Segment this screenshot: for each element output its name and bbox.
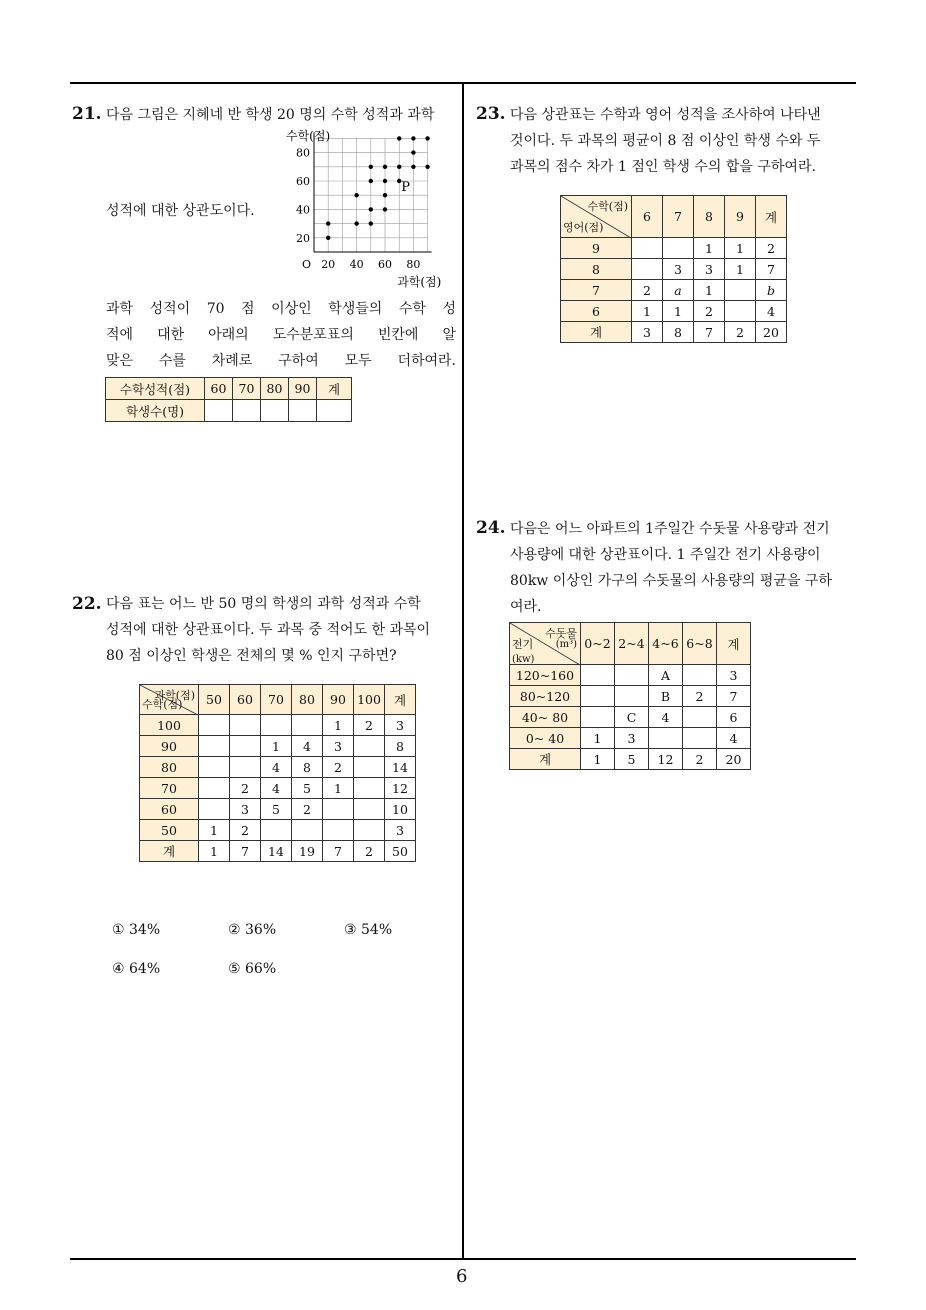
row-label: 6 <box>561 301 632 322</box>
data-cell <box>199 799 230 820</box>
table-row <box>510 707 751 728</box>
header-cell: 60 <box>230 685 261 715</box>
y-tick-label: 80 <box>296 146 310 160</box>
row-label: 계 <box>140 841 199 862</box>
y-axis-label: 수학(점) <box>286 129 331 143</box>
data-cell <box>581 665 615 686</box>
data-cell <box>683 728 717 749</box>
table-row <box>140 715 416 736</box>
data-cell: 3 <box>663 259 694 280</box>
data-cell: B <box>649 686 683 707</box>
y-tick-label: 40 <box>296 203 310 217</box>
data-cell <box>649 728 683 749</box>
corner-cell <box>140 685 199 715</box>
q22-choice-4[interactable]: ④ 64% <box>112 961 161 977</box>
data-cell <box>292 820 323 841</box>
q21-scatter-chart <box>286 126 452 296</box>
q23-correlation-table <box>560 195 787 343</box>
table-row <box>140 820 416 841</box>
data-cell: 20 <box>756 322 787 343</box>
data-point <box>383 179 387 183</box>
data-cell <box>199 736 230 757</box>
data-cell: 3 <box>615 728 649 749</box>
data-cell: 7 <box>694 322 725 343</box>
q23-text: 다음 상관표는 수학과 영어 성적을 조사하여 나타낸 것이다. 두 과목의 평균이 8 점 이상인 학생 수와 두 과목의 점수 차가 1 점인 학생 수의 합을 구하여라. <box>510 107 821 175</box>
data-cell: 4 <box>649 707 683 728</box>
blank-cell <box>233 400 261 422</box>
q23-number: 23. <box>476 104 506 124</box>
row-label: 8 <box>561 259 632 280</box>
header-cell: 90 <box>289 378 317 400</box>
data-cell <box>230 715 261 736</box>
q22-text: 다음 표는 어느 반 50 명의 학생의 과학 성적과 수학 성적에 대한 상관표이다. 두 과목 중 적어도 한 과목이 80 점 이상인 학생은 전체의 몇 % 인지 구하면? <box>106 596 431 664</box>
data-cell: 1 <box>581 749 615 770</box>
corner-top-label: 과학(점) <box>154 689 195 702</box>
data-cell <box>663 238 694 259</box>
data-cell: 4 <box>261 778 292 799</box>
data-cell: 2 <box>756 238 787 259</box>
data-cell: 8 <box>292 757 323 778</box>
header-cell: 50 <box>199 685 230 715</box>
data-cell <box>354 778 385 799</box>
q22-correlation-table <box>139 684 416 862</box>
header-cell: 80 <box>261 378 289 400</box>
row-label: 50 <box>140 820 199 841</box>
q22-number: 22. <box>72 594 102 614</box>
x-tick-label: 60 <box>378 258 392 271</box>
page-number: 6 <box>456 1266 468 1287</box>
data-cell: 1 <box>663 301 694 322</box>
q21-line2: 성적에 대한 상관도이다. <box>106 203 255 219</box>
row-label: 90 <box>140 736 199 757</box>
data-cell: A <box>649 665 683 686</box>
data-cell <box>199 778 230 799</box>
table-row <box>561 280 787 301</box>
q22-choice-1[interactable]: ① 34% <box>112 922 161 938</box>
corner-top-label: 수돗물 <box>545 627 577 640</box>
data-cell: 5 <box>261 799 292 820</box>
blank-cell <box>205 400 233 422</box>
q21-body: 과학 성적이 70 점 이상인 학생들의 수학 성 적에 대한 아래의 도수분포표의 빈칸에 알 맞은 수를 차례로 구하여 모두 더하여라. <box>106 301 456 369</box>
data-cell: 4 <box>756 301 787 322</box>
data-point <box>383 165 387 169</box>
data-cell <box>615 686 649 707</box>
data-cell: 2 <box>323 757 354 778</box>
data-cell: 1 <box>694 280 725 301</box>
table-row <box>140 778 416 799</box>
data-cell: 5 <box>615 749 649 770</box>
data-cell <box>632 259 663 280</box>
header-cell: 2~4 <box>615 623 649 665</box>
data-cell: 3 <box>385 715 416 736</box>
row-label: 70 <box>140 778 199 799</box>
q22-choice-5[interactable]: ⑤ 66% <box>228 961 277 977</box>
header-cell: 0~2 <box>581 623 615 665</box>
grid <box>314 138 428 252</box>
origin-label: O <box>302 258 312 271</box>
data-cell: 3 <box>717 665 751 686</box>
q21-number: 21. <box>72 104 102 124</box>
y-tick-label: 60 <box>296 175 310 188</box>
q22-choice-3[interactable]: ③ 54% <box>344 922 393 938</box>
corner-cell <box>561 196 632 238</box>
data-cell: 1 <box>632 301 663 322</box>
blank-cell <box>261 400 289 422</box>
data-cell: 7 <box>756 259 787 280</box>
header-cell: 8 <box>694 196 725 238</box>
data-cell: 3 <box>230 799 261 820</box>
corner-cell <box>510 623 581 665</box>
data-cell <box>323 820 354 841</box>
table-row <box>140 757 416 778</box>
x-tick-label: 20 <box>321 258 336 271</box>
data-cell: 2 <box>292 799 323 820</box>
row-label: 0~ 40 <box>510 728 581 749</box>
row-label: 계 <box>510 749 581 770</box>
corner-bottom-label: 전기 <box>512 638 534 651</box>
data-cell <box>230 736 261 757</box>
data-cell: 2 <box>354 715 385 736</box>
data-cell: 2 <box>230 820 261 841</box>
corner-bottom-label: 수학(점) <box>142 698 183 711</box>
data-cell: 4 <box>261 757 292 778</box>
data-point <box>411 136 415 140</box>
row-label: 7 <box>561 280 632 301</box>
x-axis-label: 과학(점) <box>397 275 442 289</box>
header-cell: 계 <box>756 196 787 238</box>
data-cell <box>725 280 756 301</box>
bottom-rule <box>70 1258 856 1260</box>
data-cell: 19 <box>292 841 323 862</box>
data-point <box>326 221 330 225</box>
data-point <box>369 179 373 183</box>
data-cell: 2 <box>683 686 717 707</box>
corner-bottom-unit: (kw) <box>512 654 535 665</box>
data-cell: 1 <box>323 778 354 799</box>
row-label: 80 <box>140 757 199 778</box>
data-cell <box>261 820 292 841</box>
data-cell: 8 <box>663 322 694 343</box>
data-cell <box>230 757 261 778</box>
table-row <box>561 259 787 280</box>
data-cell: 4 <box>292 736 323 757</box>
data-point <box>369 207 373 211</box>
data-cell <box>261 715 292 736</box>
q24-text: 다음은 어느 아파트의 1주일간 수돗물 사용량과 전기 사용량에 대한 상관표이다. 1 주일간 전기 사용량이 80kw 이상인 가구의 수돗물의 사용량의 평균을 구하 여라. <box>510 521 832 615</box>
header-cell: 7 <box>663 196 694 238</box>
data-cell <box>199 715 230 736</box>
q21-frequency-table <box>105 377 352 422</box>
data-point <box>425 165 429 169</box>
data-cell: 2 <box>354 841 385 862</box>
data-cell: 3 <box>632 322 663 343</box>
header-cell: 70 <box>233 378 261 400</box>
q24-correlation-table <box>509 622 751 770</box>
data-point <box>397 136 401 140</box>
data-cell: C <box>615 707 649 728</box>
row-label: 60 <box>140 799 199 820</box>
table-row <box>140 736 416 757</box>
data-cell <box>199 757 230 778</box>
data-cell: 3 <box>385 820 416 841</box>
header-cell: 6~8 <box>683 623 717 665</box>
table-row <box>140 799 416 820</box>
data-cell: 6 <box>717 707 751 728</box>
data-cell: 14 <box>261 841 292 862</box>
data-cell: 12 <box>649 749 683 770</box>
data-cell <box>725 301 756 322</box>
header-cell: 70 <box>261 685 292 715</box>
data-cell: 20 <box>717 749 751 770</box>
q21-line1: 다음 그림은 지혜네 반 학생 20 명의 수학 성적과 과학 <box>106 107 435 123</box>
y-tick-label: 20 <box>296 231 310 245</box>
table-row <box>510 728 751 749</box>
header-cell: 계 <box>717 623 751 665</box>
point-p-label: P <box>401 180 410 195</box>
data-cell: 12 <box>385 778 416 799</box>
data-cell <box>683 707 717 728</box>
data-cell: 1 <box>323 715 354 736</box>
data-point <box>383 207 387 211</box>
header-cell: 80 <box>292 685 323 715</box>
header-cell: 90 <box>323 685 354 715</box>
row-label: 120~160 <box>510 665 581 686</box>
x-tick-label: 40 <box>349 258 364 271</box>
header-cell: 계 <box>385 685 416 715</box>
header-cell: 계 <box>317 378 352 400</box>
data-point <box>326 236 330 240</box>
data-point <box>369 165 373 169</box>
q24-number: 24. <box>476 518 506 538</box>
data-cell: 3 <box>694 259 725 280</box>
row-label: 학생수(명) <box>106 400 205 422</box>
header-cell: 4~6 <box>649 623 683 665</box>
data-cell: 3 <box>323 736 354 757</box>
data-point <box>425 136 429 140</box>
data-cell: 2 <box>683 749 717 770</box>
data-cell: 2 <box>725 322 756 343</box>
data-cell <box>354 799 385 820</box>
data-cell <box>683 665 717 686</box>
header-cell: 수학성적(점) <box>106 378 205 400</box>
data-cell: b <box>756 280 787 301</box>
header-cell: 100 <box>354 685 385 715</box>
data-point <box>383 193 387 197</box>
data-cell: 50 <box>385 841 416 862</box>
row-label: 9 <box>561 238 632 259</box>
row-label: 계 <box>561 322 632 343</box>
data-cell <box>615 665 649 686</box>
header-cell: 60 <box>205 378 233 400</box>
data-cell: a <box>663 280 694 301</box>
data-point <box>397 165 401 169</box>
data-cell <box>581 686 615 707</box>
data-cell <box>354 736 385 757</box>
table-row <box>510 749 751 770</box>
column-divider <box>462 82 464 1260</box>
data-cell: 1 <box>725 259 756 280</box>
data-point <box>411 165 415 169</box>
blank-cell <box>317 400 352 422</box>
data-cell <box>632 238 663 259</box>
data-cell: 14 <box>385 757 416 778</box>
data-cell <box>354 820 385 841</box>
data-cell <box>323 799 354 820</box>
data-cell: 2 <box>694 301 725 322</box>
data-cell: 7 <box>230 841 261 862</box>
table-row <box>561 322 787 343</box>
corner-bottom-label: 영어(점) <box>563 221 604 234</box>
row-label: 100 <box>140 715 199 736</box>
q22-choice-2[interactable]: ② 36% <box>228 922 277 938</box>
data-cell: 7 <box>323 841 354 862</box>
data-cell: 1 <box>199 841 230 862</box>
row-label: 40~ 80 <box>510 707 581 728</box>
data-cell: 7 <box>717 686 751 707</box>
data-cell: 5 <box>292 778 323 799</box>
table-row <box>140 841 416 862</box>
blank-cell <box>289 400 317 422</box>
data-cell: 1 <box>581 728 615 749</box>
data-point <box>354 221 358 225</box>
header-cell: 9 <box>725 196 756 238</box>
data-cell: 1 <box>199 820 230 841</box>
table-row <box>561 301 787 322</box>
corner-top-unit: (m³) <box>555 639 577 650</box>
data-point <box>369 221 373 225</box>
x-tick-label: 80 <box>406 258 421 271</box>
table-row <box>510 665 751 686</box>
corner-top-label: 수학(점) <box>587 200 628 213</box>
row-label: 80~120 <box>510 686 581 707</box>
data-cell: 1 <box>694 238 725 259</box>
header-cell: 6 <box>632 196 663 238</box>
data-cell: 4 <box>717 728 751 749</box>
data-cell <box>581 707 615 728</box>
data-cell <box>292 715 323 736</box>
table-row <box>510 686 751 707</box>
data-cell: 1 <box>261 736 292 757</box>
data-cell <box>354 757 385 778</box>
data-cell: 1 <box>725 238 756 259</box>
table-row <box>561 238 787 259</box>
data-point <box>411 150 415 154</box>
data-cell: 8 <box>385 736 416 757</box>
data-cell: 2 <box>230 778 261 799</box>
data-cell: 2 <box>632 280 663 301</box>
data-point <box>354 193 358 197</box>
data-cell: 10 <box>385 799 416 820</box>
